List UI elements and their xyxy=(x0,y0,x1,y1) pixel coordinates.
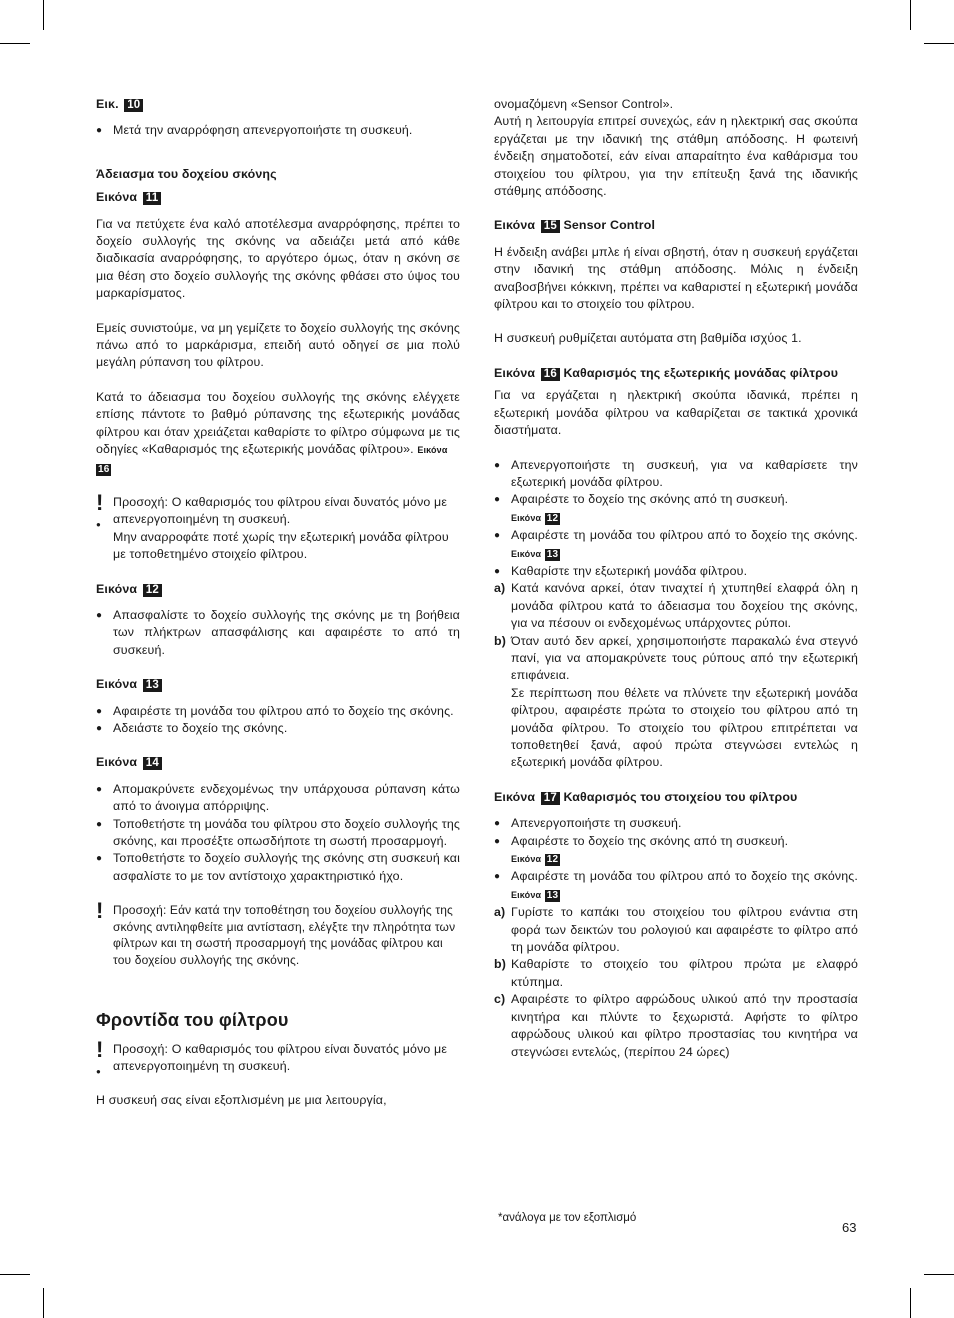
warning-note: ! Προσοχή: Εάν κατά την τοποθέτηση του δοχείου συλλογής της σκόνης αντιληφθείτε μια αντίσταση, ελέγξτε την πληρότητα των φίλτρων και τη σωστή προσαρμογή της μονάδας φίλτρου και του δοχείου συλλογής της σκόνης. xyxy=(96,898,456,967)
crop-mark xyxy=(910,0,911,30)
list-item: b) Όταν αυτό δεν αρκεί, χρησιμοποιήστε παρακαλώ ένα στεγνό πανί, για να απομακρύνετε τους ρύπους από την εξωτερική επιφάνεια. Σε περίπτωση που θέλετε να πλύνετε την εξωτερική μονάδα φίλτρου, αφαιρέστε πρώτα το στοιχείο του φίλτρου από τη μονάδα φίλτρου. Το στοιχείο του φίλτρου επιτρέπεται να τοποθετηθεί ξανά, αφού πρώτα στεγνώσει εντελώς η εξωτερική μονάδα φίλτρου. xyxy=(494,633,858,770)
figure-number: 11 xyxy=(143,192,161,205)
subsection-heading: Άδειασμα του δοχείου σκόνης xyxy=(96,166,277,181)
bullet-list xyxy=(96,703,460,738)
crop-mark xyxy=(43,0,44,30)
warning-icon: ! xyxy=(96,1036,104,1062)
figure-number: 14 xyxy=(143,757,162,770)
crop-mark xyxy=(0,1274,30,1275)
figure-number: 12 xyxy=(143,584,162,597)
paragraph: Εμείς συνιστούμε, να μη γεμίζετε το δοχείο συλλογής της σκόνης πάνω από το μαρκάρισμα, επειδή αυτό οδηγεί σε μια πολύ μεγάλη ρύπανση του φίλτρου. xyxy=(96,320,460,370)
bullet-list xyxy=(494,457,858,581)
warning-icon: ! xyxy=(96,898,104,924)
figure-number: 12 xyxy=(546,512,559,524)
figure-heading: Εικόνα 14 xyxy=(96,754,460,771)
paragraph: Η ένδειξη ανάβει μπλε ή είναι σβηστή, όταν η συσκευή εργάζεται στην ιδανική της στάθμη απόδοσης. Μόλις η ένδειξη αναβοσβήνει κόκκινη, πρέπει να καθαριστεί η εξωτερική μονάδα φίλτρου και το στοιχείο του φίλτρου. xyxy=(494,244,858,312)
figure-heading: Εικόνα 15 Sensor Control xyxy=(494,218,656,233)
paragraph: Η συσκευή σας είναι εξοπλισμένη με μια λειτουργία, xyxy=(96,1093,387,1108)
warning-note: ! ● Προσοχή: Ο καθαρισμός του φίλτρου είναι δυνατός μόνο με απενεργοποιημένη τη συσκευή. xyxy=(96,1041,460,1076)
bullet-list xyxy=(494,815,858,904)
list-item: a) Κατά κανόνα αρκεί, όταν τιναχτεί ή χτυπηθεί ελαφρά όλη η μονάδα φίλτρου κατά το άδειασμα του δοχείου της σκόνης, για να πέσουν οι ενδεχομένως υπάρχοντες ρύποι. xyxy=(494,581,858,631)
paragraph: Κατά το άδειασμα του δοχείου συλλογής της σκόνης ελέγχετε επίσης πάντοτε το βαθμό ρύπανσης της εξωτερικής μονάδας φίλτρου και όταν χρειάζεται καθαρίστε το φίλτρο σύμφωνα με τις οδηγίες «Καθαρισμός της εξωτερικής μονάδας φίλτρου». Εικόνα 16 xyxy=(96,389,460,475)
bullet-list xyxy=(96,607,460,659)
page-number: 63 xyxy=(842,1220,857,1235)
paragraph: Αυτή η λειτουργία επιτρεί συνεχώς, εάν η ηλεκτρική σας σκούπα εργάζεται με την ιδανική της στάθμη απόδοσης. Η φωτεινή ένδειξη σηματοδοτεί, εάν είναι απαραίτητο ένα καθάρισμα του στοιχείου του φίλτρου, για την επίτευξη ξανά της ιδανικής στάθμης απόδοσης. xyxy=(494,114,858,199)
crop-mark xyxy=(924,43,954,44)
figure-number: 10 xyxy=(124,99,143,112)
paragraph: ονομαζόμενη «Sensor Control». xyxy=(494,97,674,111)
figure-heading: Εικόνα 17 Καθαρισμός του στοιχείου του φίλτρου xyxy=(494,789,798,804)
list-item: ● Αφαιρέστε τη μονάδα του φίλτρου από το δοχείο της σκόνης. Εικόνα 13 xyxy=(494,527,858,563)
lettered-list xyxy=(494,580,858,771)
crop-mark xyxy=(43,1288,44,1318)
list-item: ● Αφαιρέστε το δοχείο της σκόνης από τη συσκευή. Εικόνα 12 xyxy=(494,833,858,869)
bullet-list xyxy=(96,781,460,885)
warning-note: ! ● Προσοχή: Ο καθαρισμός του φίλτρου είναι δυνατός μόνο με απενεργοποιημένη τη συσκευή. Μην αναρροφάτε ποτέ χωρίς την εξωτερική μονάδα φίλτρου με τοποθετημένο στοιχείο φίλτρου. xyxy=(96,489,449,562)
crop-mark xyxy=(910,1288,911,1318)
crop-mark xyxy=(0,43,30,44)
list-item: c) Αφαιρέστε το φίλτρο αφρώδους υλικού από την προστασία κινητήρα και πλύντε το ξεχωριστά. Αφήστε το φίλτρο αφρώδους υλικού και φίλτρο προστασίας του κινητήρα να στεγνώσει εντελώς, (περίπου 24 ώρες) xyxy=(494,992,858,1059)
figure-number: 13 xyxy=(546,889,559,901)
list-item: ● Απασφαλίστε το δοχείο συλλογής της σκόνης με τη βοήθεια των πλήκτρων απασφάλισης και αφαιρέστε το από τη συσκευή. xyxy=(96,607,460,659)
list-item: ● Αδειάστε το δοχείο της σκόνης. xyxy=(96,720,460,737)
list-item: ● Τοποθετήστε τη μονάδα του φίλτρου στο δοχείο συλλογής της σκόνης, και προσέξτε οπωσδήποτε τη σωστή προσαρμογή. xyxy=(96,816,460,851)
figure-number: 16 xyxy=(98,463,110,475)
paragraph: Για να εργάζεται η ηλεκτρική σκούπα ιδανικά, πρέπει η εξωτερική μονάδα φίλτρου να καθαρίζεται σε τακτικά χρονικά διαστήματα. xyxy=(494,388,858,438)
bullet-list xyxy=(96,122,460,139)
list-item: ● Αφαιρέστε το δοχείο της σκόνης από τη συσκευή. Εικόνα 12 xyxy=(494,491,858,527)
list-item: ● Καθαρίστε την εξωτερική μονάδα φίλτρου. xyxy=(494,563,858,580)
footnote: *ανάλογα με τον εξοπλισμό xyxy=(498,1212,637,1224)
section-title: Φροντίδα του φίλτρου xyxy=(96,1009,289,1030)
right-column xyxy=(494,96,858,1061)
list-item: ● Τοποθετήστε το δοχείο συλλογής της σκόνης στη συσκευή και ασφαλίστε το με τον αντίστοιχο χαρακτηριστικό ήχο. xyxy=(96,850,460,885)
figure-number: 17 xyxy=(541,792,560,805)
left-column xyxy=(96,96,460,1110)
warning-icon: ! xyxy=(96,489,104,515)
list-item: ● Απενεργοποιήστε τη συσκευή. xyxy=(494,815,858,832)
list-item: ● Αφαιρέστε τη μονάδα του φίλτρου από το δοχείο της σκόνης. Εικόνα 13 xyxy=(494,868,858,904)
figure-heading: Εικόνα 12 xyxy=(96,581,460,598)
figure-number: 12 xyxy=(546,854,559,866)
figure-heading: Εικόνα 11 xyxy=(96,189,460,206)
list-item: b) Καθαρίστε το στοιχείο του φίλτρου πρώτα με ελαφρό κτύπημα. xyxy=(494,957,858,989)
list-item: ● Μετά την αναρρόφηση απενεργοποιήστε τη συσκευή. xyxy=(96,122,460,139)
figure-heading: Εικόνα 13 xyxy=(96,676,460,693)
lettered-list xyxy=(494,904,858,1061)
list-item: a) Γυρίστε το καπάκι του στοιχείου του φίλτρου ενάντια στη φορά των δεικτών του ρολογιού και αφαιρέστε το φίλτρο από τη μονάδα φίλτρου. xyxy=(494,905,858,955)
list-item: ● Απενεργοποιήστε τη συσκευή, για να καθαρίσετε την εξωτερική μονάδα φίλτρου. xyxy=(494,457,858,492)
warning-dot-icon: ● xyxy=(96,1066,101,1076)
figure-number: 15 xyxy=(541,220,560,233)
figure-number: 13 xyxy=(143,679,162,692)
figure-number: 16 xyxy=(541,368,560,381)
list-item: ● Απομακρύνετε ενδεχομένως την υπάρχουσα ρύπανση κάτω από το άνοιγμα απόρριψης. xyxy=(96,781,460,816)
crop-mark xyxy=(924,1274,954,1275)
paragraph: Η συσκευή ρυθμίζεται αυτόματα στη βαθμίδα ισχύος 1. xyxy=(494,331,802,346)
figure-number: 13 xyxy=(546,548,559,560)
warning-dot-icon: ● xyxy=(96,519,101,529)
paragraph: Για να πετύχετε ένα καλό αποτέλεσμα αναρρόφησης, πρέπει το δοχείο συλλογής της σκόνης να αδειάζει μετά από κάθε διαδικασία αναρρόφησης, το αργότερο όμως, όταν η σκόνη σε μια θέση στο δοχείο συλλογής της σκόνης φθάσει στο ύψος του μαρκαρίσματος. xyxy=(96,216,460,301)
figure-heading: Εικόνα 16 Καθαρισμός της εξωτερικής μονάδας φίλτρου xyxy=(494,365,839,380)
list-item: ● Αφαιρέστε τη μονάδα του φίλτρου από το δοχείο της σκόνης. xyxy=(96,703,460,720)
figure-heading: Εικ. 10 xyxy=(96,96,460,113)
